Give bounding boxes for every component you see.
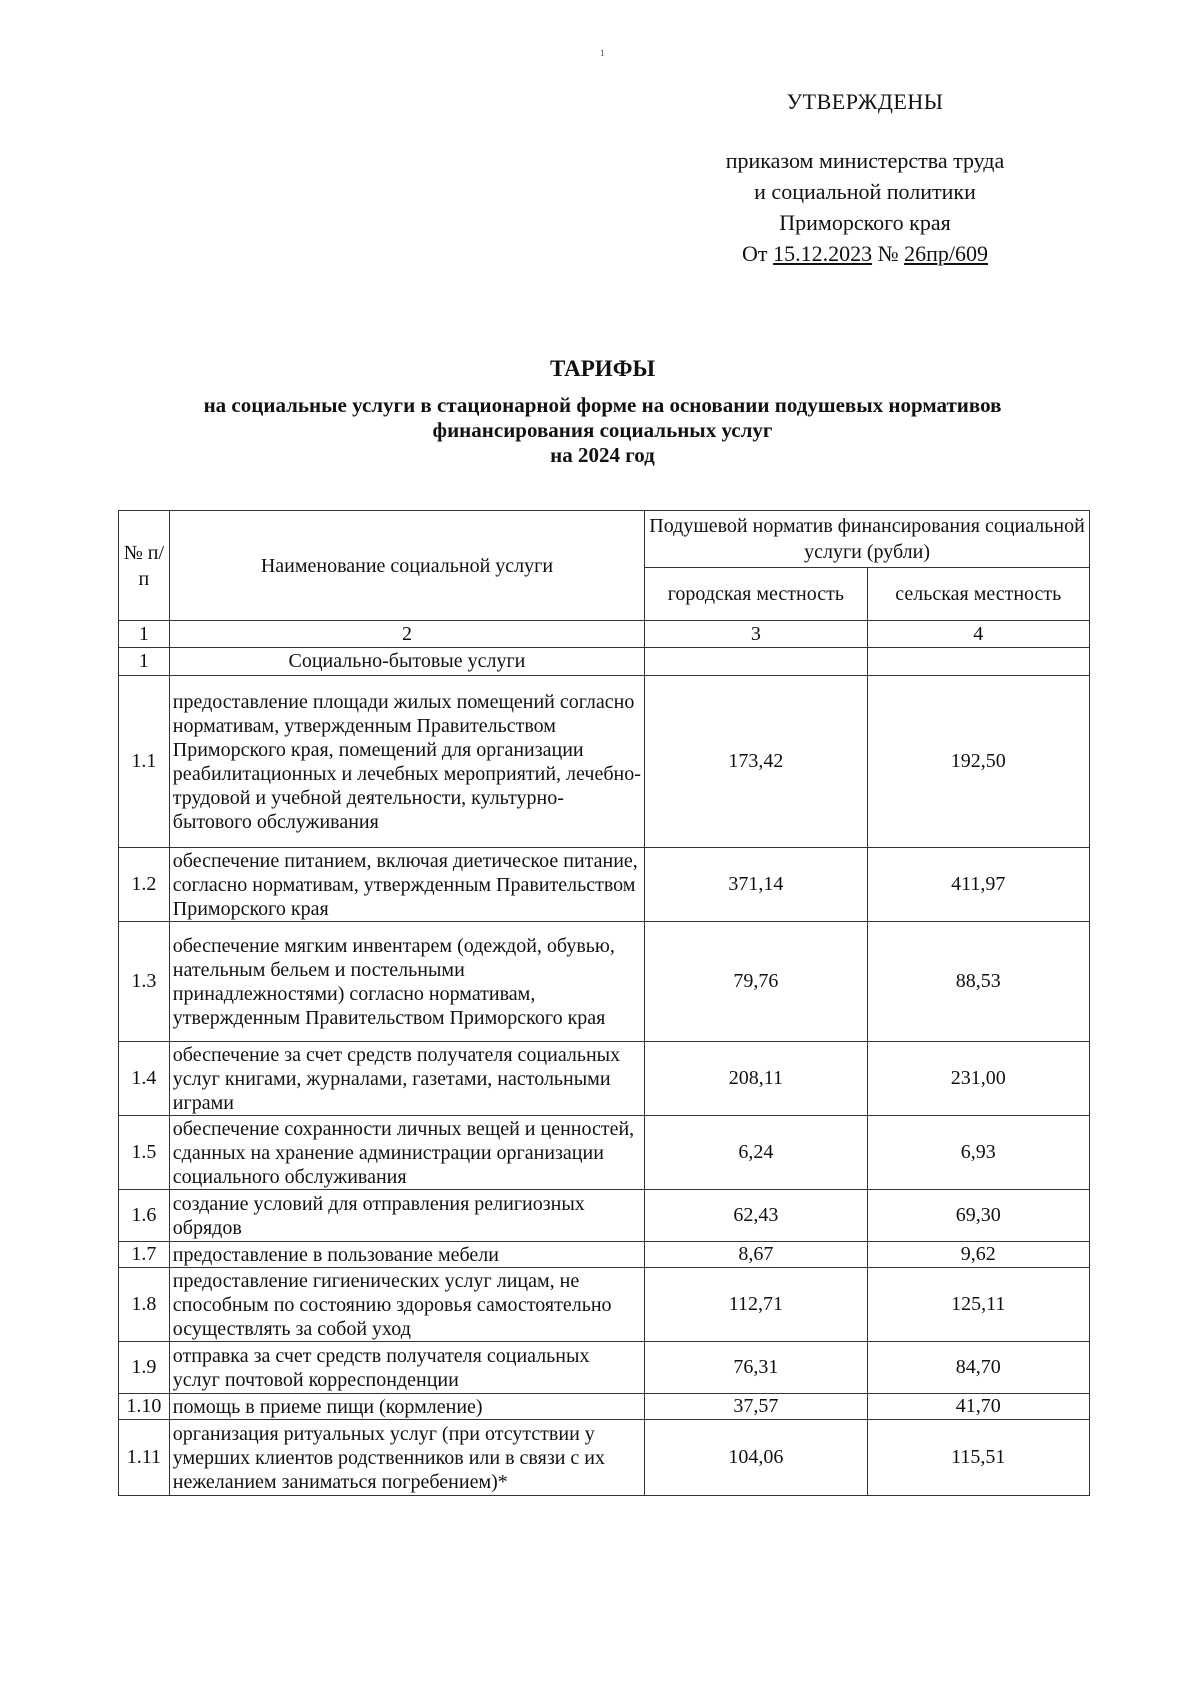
row-city-value: 76,31 [645, 1342, 867, 1394]
row-num: 1.5 [119, 1116, 170, 1190]
header-name: Наименование социальной услуги [169, 511, 644, 621]
row-rural-value: 41,70 [867, 1394, 1089, 1420]
section-num: 1 [119, 648, 170, 676]
table-row [119, 848, 1090, 922]
col-index-3: 3 [645, 621, 867, 648]
row-num: 1.6 [119, 1190, 170, 1242]
document-title [110, 356, 1095, 468]
header-group: Подушевой норматив финансирования социальной услуги (рубли) [645, 511, 1090, 568]
col-index-2: 2 [169, 621, 644, 648]
row-name: создание условий для отправления религиозных обрядов [169, 1190, 644, 1242]
approval-block [700, 86, 1030, 269]
row-city-value: 208,11 [645, 1042, 867, 1116]
row-num: 1.1 [119, 676, 170, 848]
col-index-4: 4 [867, 621, 1089, 648]
page-number: 1 [600, 48, 605, 58]
approval-line-2: и социальной политики [754, 179, 976, 204]
row-num: 1.4 [119, 1042, 170, 1116]
table-row [119, 1242, 1090, 1268]
row-name: предоставление площади жилых помещений согласно нормативам, утвержденным Правительством Приморского края, помещений для организации реабилитационных и лечебных мероприятий, лечебно-трудовой и учебной деятельности, культурно-бытового обслуживания [169, 676, 644, 848]
order-date: 15.12.2023 [773, 241, 873, 266]
row-name: обеспечение за счет средств получателя социальных услуг книгами, журналами, газетами, настольными играми [169, 1042, 644, 1116]
table-row [119, 1190, 1090, 1242]
table-row [119, 1042, 1090, 1116]
row-rural-value: 231,00 [867, 1042, 1089, 1116]
row-rural-value: 69,30 [867, 1190, 1089, 1242]
row-rural-value: 115,51 [867, 1420, 1089, 1496]
row-city-value: 371,14 [645, 848, 867, 922]
row-name: организация ритуальных услуг (при отсутствии у умерших клиентов родственников или в связи с их нежеланием заниматься погребением)* [169, 1420, 644, 1496]
title-main: ТАРИФЫ [549, 356, 656, 381]
row-city-value: 6,24 [645, 1116, 867, 1190]
table-row [119, 922, 1090, 1042]
header-rural: сельская местность [867, 568, 1089, 621]
title-line-2: финансирования социальных услуг [432, 418, 773, 442]
section-name: Социально-бытовые услуги [169, 648, 644, 676]
row-name: обеспечение питанием, включая диетическое питание, согласно нормативам, утвержденным Правительством Приморского края [169, 848, 644, 922]
row-name: помощь в приеме пищи (кормление) [169, 1394, 644, 1420]
tariff-table [118, 510, 1090, 1496]
order-number: 26пр/609 [904, 241, 988, 266]
row-rural-value: 192,50 [867, 676, 1089, 848]
row-name: предоставление в пользование мебели [169, 1242, 644, 1268]
table-row [119, 1420, 1090, 1496]
row-rural-value: 9,62 [867, 1242, 1089, 1268]
row-rural-value: 84,70 [867, 1342, 1089, 1394]
approval-line-3: Приморского края [779, 210, 951, 235]
date-prefix: От [742, 241, 768, 266]
row-rural-value: 88,53 [867, 922, 1089, 1042]
approval-date-line [700, 238, 1030, 269]
row-city-value: 173,42 [645, 676, 867, 848]
row-name: предоставление гигиенических услуг лицам, не способным по состоянию здоровья самостоятельно осуществлять за собой уход [169, 1268, 644, 1342]
number-prefix: № [877, 241, 899, 266]
row-num: 1.10 [119, 1394, 170, 1420]
row-rural-value: 6,93 [867, 1116, 1089, 1190]
row-num: 1.3 [119, 922, 170, 1042]
table-row [119, 676, 1090, 848]
row-city-value: 8,67 [645, 1242, 867, 1268]
row-city-value: 37,57 [645, 1394, 867, 1420]
row-name: обеспечение мягким инвентарем (одеждой, обувью, нательным бельем и постельными принадлежностями) согласно нормативам, утвержденным Правительством Приморского края [169, 922, 644, 1042]
table-row [119, 1116, 1090, 1190]
row-num: 1.11 [119, 1420, 170, 1496]
row-rural-value: 125,11 [867, 1268, 1089, 1342]
row-num: 1.7 [119, 1242, 170, 1268]
title-line-1: на социальные услуги в стационарной форме на основании подушевых нормативов [203, 393, 1002, 417]
table-row [119, 1342, 1090, 1394]
row-num: 1.8 [119, 1268, 170, 1342]
title-line-3: на 2024 год [550, 443, 655, 467]
row-city-value: 104,06 [645, 1420, 867, 1496]
col-index-1: 1 [119, 621, 170, 648]
row-num: 1.2 [119, 848, 170, 922]
approval-heading: УТВЕРЖДЕНЫ [786, 89, 944, 114]
table-row [119, 1394, 1090, 1420]
row-num: 1.9 [119, 1342, 170, 1394]
header-city: городская местность [645, 568, 867, 621]
row-city-value: 79,76 [645, 922, 867, 1042]
approval-line-1: приказом министерства труда [725, 148, 1005, 173]
section-city-empty [645, 648, 867, 676]
table-row [119, 1268, 1090, 1342]
row-city-value: 62,43 [645, 1190, 867, 1242]
section-row [119, 648, 1090, 676]
section-rural-empty [867, 648, 1089, 676]
row-name: отправка за счет средств получателя социальных услуг почтовой корреспонденции [169, 1342, 644, 1394]
row-name: обеспечение сохранности личных вещей и ценностей, сданных на хранение администрации организации социального обслуживания [169, 1116, 644, 1190]
row-rural-value: 411,97 [867, 848, 1089, 922]
row-city-value: 112,71 [645, 1268, 867, 1342]
header-num: № п/п [119, 511, 170, 621]
